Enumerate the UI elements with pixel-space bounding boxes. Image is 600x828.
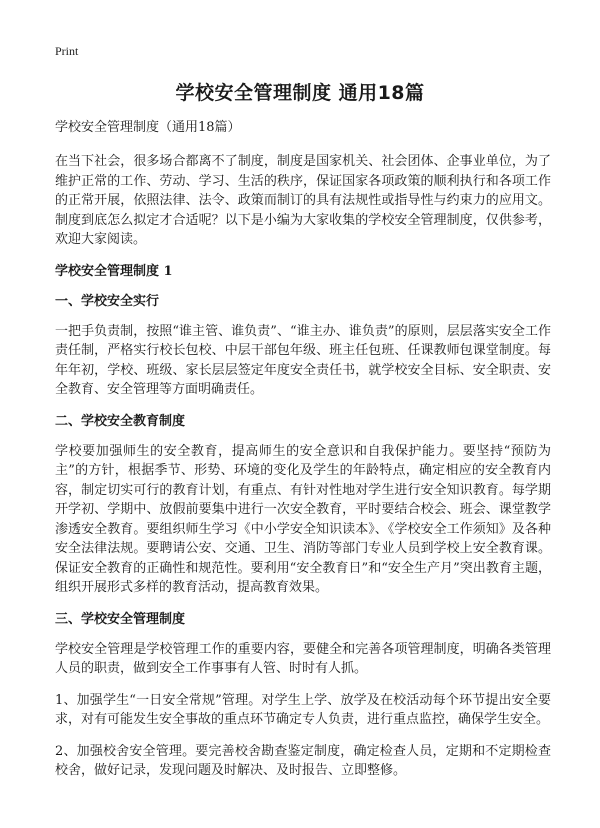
intro-paragraph: 在当下社会，很多场合都离不了制度，制度是国家机关、社会团体、企事业单位，为了维护正常的工作、劳动、学习、生活的秩序，保证国家各项政策的顺利执行和各项工作的正常开展，依照法律、法令、政策而制订的具有法规性或指导性与约束力的应用文。制度到底怎么拟定才合适呢？以下是小编为大家收集的学校安全管理制度，仅供参考，欢迎大家阅读。 bbox=[55, 154, 551, 247]
print-label[interactable]: Print bbox=[55, 44, 79, 58]
list-item-1: 1、加强学生“一日安全常规”管理。对学生上学、放学及在校活动每个环节提出安全要求，对有可能发生安全事故的重点环节确定专人负责，进行重点监控，确保学生安全。 bbox=[55, 692, 551, 727]
section-heading-2: 二、学校安全教育制度 bbox=[55, 413, 186, 429]
document-subtitle: 学校安全管理制度（通用18篇） bbox=[55, 120, 241, 135]
document-title: 学校安全管理制度 通用18篇 bbox=[175, 82, 425, 104]
section-heading-3: 三、学校安全管理制度 bbox=[55, 611, 186, 627]
article-heading: 学校安全管理制度 1 bbox=[55, 263, 173, 279]
section-heading-1: 一、学校安全实行 bbox=[55, 293, 160, 309]
section-paragraph-2: 学校要加强师生的安全教育，提高师生的安全意识和自我保护能力。要坚持“预防为主”的方针，根据季节、形势、环境的变化及学生的年龄特点，确定相应的安全教育内容，制定切实可行的教育计划，有重点、有针对性地对学生进行安全知识教育。每学期开学初、学期中、放假前要集中进行一次安全教育，平时要结合校会、班会、课堂教学渗透安全教育。要组织师生学习《中小学安全知识读本》、《学校安全工作须知》及各种安全法律法规。要聘请公安、交通、卫生、消防等部门专业人员到学校上安全教育课。保证安全教育的正确性和规范性。要利用“安全教育日”和“安全生产月”突出教育主题，组织开展形式多样的教育活动，提高教育效果。 bbox=[55, 443, 551, 595]
document-body bbox=[55, 118, 551, 793]
list-item-2: 2、加强校舍安全管理。要完善校舍勘查鉴定制度，确定检查人员，定期和不定期检查校舍，做好记录，发现问题及时解决、及时报告、立即整修。 bbox=[55, 743, 551, 778]
section-paragraph-3: 学校安全管理是学校管理工作的重要内容，要健全和完善各项管理制度，明确各类管理人员的职责，做到安全工作事事有人管、时时有人抓。 bbox=[55, 641, 551, 676]
section-paragraph-1: 一把手负责制，按照“谁主管、谁负责”、“谁主办、谁负责”的原则，层层落实安全工作责任制，严格实行校长包校、中层干部包年级、班主任包班、任课教师包课堂制度。每年年初，学校、班级、家长层层签定年度安全责任书，就学校安全目标、安全职责、安全教育、安全管理等方面明确责任。 bbox=[55, 323, 551, 397]
